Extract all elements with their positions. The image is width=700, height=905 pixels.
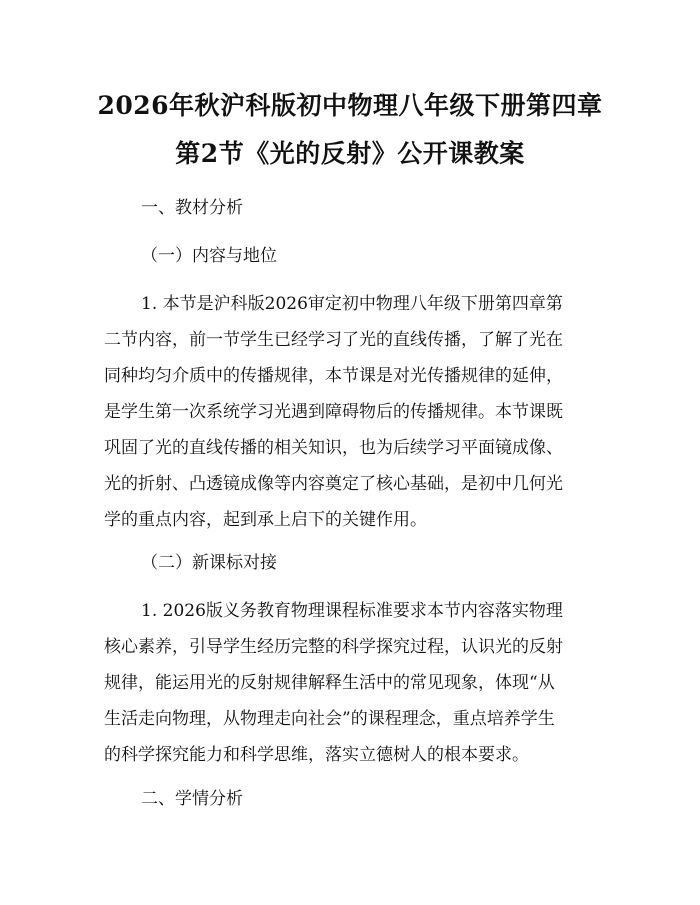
- paragraph-1-line: 二节内容，前一节学生已经学习了光的直线传播，了解了光在: [104, 330, 563, 350]
- paragraph-2-line: 生活走向物理，从物理走向社会”的课程理念，重点培养学生: [104, 709, 555, 729]
- paragraph-1-line: 光的折射、凸透镜成像等内容奠定了核心基础，是初中几何光: [104, 474, 563, 494]
- paragraph-1-line: 是学生第一次系统学习光遇到障碍物后的传播规律。本节课既: [104, 402, 563, 422]
- section-heading-textbook-analysis: 一、教材分析: [141, 198, 243, 218]
- section-heading-learner-analysis: 二、学情分析: [141, 789, 243, 809]
- paragraph-1-line: 学的重点内容，起到承上启下的关键作用。: [104, 510, 427, 530]
- paragraph-2-line: 的科学探究能力和科学思维，落实立德树人的根本要求。: [104, 745, 529, 765]
- paragraph-2-line: 规律，能运用光的反射规律解释生活中的常见现象，体现“从: [104, 673, 555, 693]
- subsection-heading-content-position: （一）内容与地位: [141, 246, 277, 266]
- paragraph-1-line: 同种均匀介质中的传播规律，本节课是对光传播规律的延伸，: [104, 366, 563, 386]
- paragraph-1-line: 巩固了光的直线传播的相关知识，也为后续学习平面镜成像、: [104, 438, 563, 458]
- paragraph-2-line: 核心素养，引导学生经历完整的科学探究过程，认识光的反射: [104, 637, 563, 657]
- document-title-line-1: 2026年秋沪科版初中物理八年级下册第四章: [97, 91, 603, 120]
- subsection-heading-curriculum-alignment: （二）新课标对接: [141, 553, 277, 573]
- paragraph-1-line: 1. 本节是沪科版2026审定初中物理八年级下册第四章第: [141, 294, 563, 314]
- document-title-line-2: 第2节《光的反射》公开课教案: [175, 139, 525, 168]
- paragraph-2-line: 1. 2026版义务教育物理课程标准要求本节内容落实物理: [141, 601, 563, 621]
